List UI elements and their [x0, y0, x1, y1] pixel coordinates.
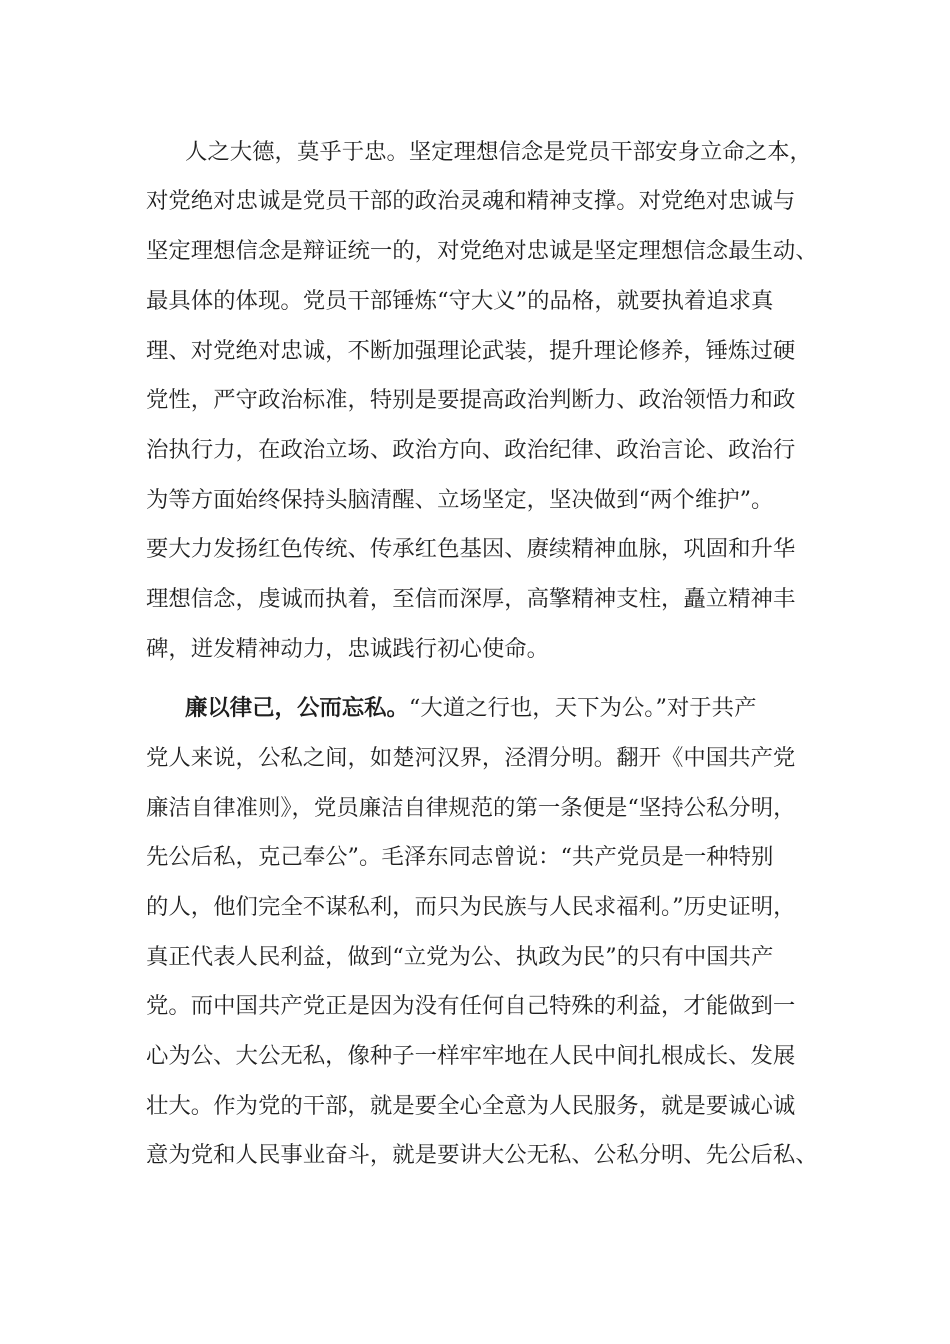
paragraph-1-line-6: 党性，严守政治标准，特别是要提高政治判断力、政治领悟力和政 — [146, 387, 796, 413]
paragraph-2-line-5: 的人，他们完全不谋私利，而只为民族与人民求福利。”历史证明， — [146, 894, 796, 920]
paragraph-2-first-line-rest: “大道之行也，天下为公。”对于共产 — [408, 695, 757, 721]
paragraph-2-line-2: 党人来说，公私之间，如楚河汉界，泾渭分明。翻开《中国共产党 — [146, 745, 796, 771]
paragraph-1-line-11: 碑，迸发精神动力，忠诚践行初心使命。 — [146, 636, 550, 662]
paragraph-2-line-6: 真正代表人民利益，做到“立党为公、执政为民”的只有中国共产 — [146, 944, 774, 970]
paragraph-1-line-3: 坚定理想信念是辩证统一的，对党绝对忠诚是坚定理想信念最生动、 — [146, 238, 818, 264]
paragraph-1-line-1: 人之大德，莫乎于忠。坚定理想信念是党员干部安身立命之本， — [185, 139, 812, 165]
paragraph-1-line-10: 理想信念，虔诚而执着，至信而深厚，高擎精神支柱，矗立精神丰 — [146, 586, 796, 612]
paragraph-2-line-7: 党。而中国共产党正是因为没有任何自己特殊的利益，才能做到一 — [146, 993, 796, 1019]
paragraph-2-line-4: 先公后私，克己奉公”。毛泽东同志曾说：“共产党员是一种特别 — [146, 844, 774, 870]
paragraph-2-line-8: 心为公、大公无私，像种子一样牢牢地在人民中间扎根成长、发展 — [146, 1043, 796, 1069]
paragraph-2-line-3: 廉洁自律准则》，党员廉洁自律规范的第一条便是“坚持公私分明， — [146, 795, 796, 821]
paragraph-1-line-2: 对党绝对忠诚是党员干部的政治灵魂和精神支撑。对党绝对忠诚与 — [146, 188, 796, 214]
paragraph-1-line-8: 为等方面始终保持头脑清醒、立场坚定，坚决做到“两个维护”。 — [146, 487, 774, 513]
paragraph-1-line-4: 最具体的体现。党员干部锤炼“守大义”的品格，就要执着追求真 — [146, 288, 774, 314]
paragraph-2-line-9: 壮大。作为党的干部，就是要全心全意为人民服务，就是要诚心诚 — [146, 1093, 796, 1119]
paragraph-1-line-5: 理、对党绝对忠诚，不断加强理论武装，提升理论修养，锤炼过硬 — [146, 338, 796, 364]
paragraph-2-heading: 廉以律己，公而忘私。 — [185, 695, 409, 721]
paragraph-1-line-7: 治执行力，在政治立场、政治方向、政治纪律、政治言论、政治行 — [146, 437, 796, 463]
paragraph-2-line-1 — [185, 690, 756, 726]
paragraph-1-line-9: 要大力发扬红色传统、传承红色基因、赓续精神血脉，巩固和升华 — [146, 536, 796, 562]
paragraph-2-line-10: 意为党和人民事业奋斗，就是要讲大公无私、公私分明、先公后私、 — [146, 1142, 818, 1168]
